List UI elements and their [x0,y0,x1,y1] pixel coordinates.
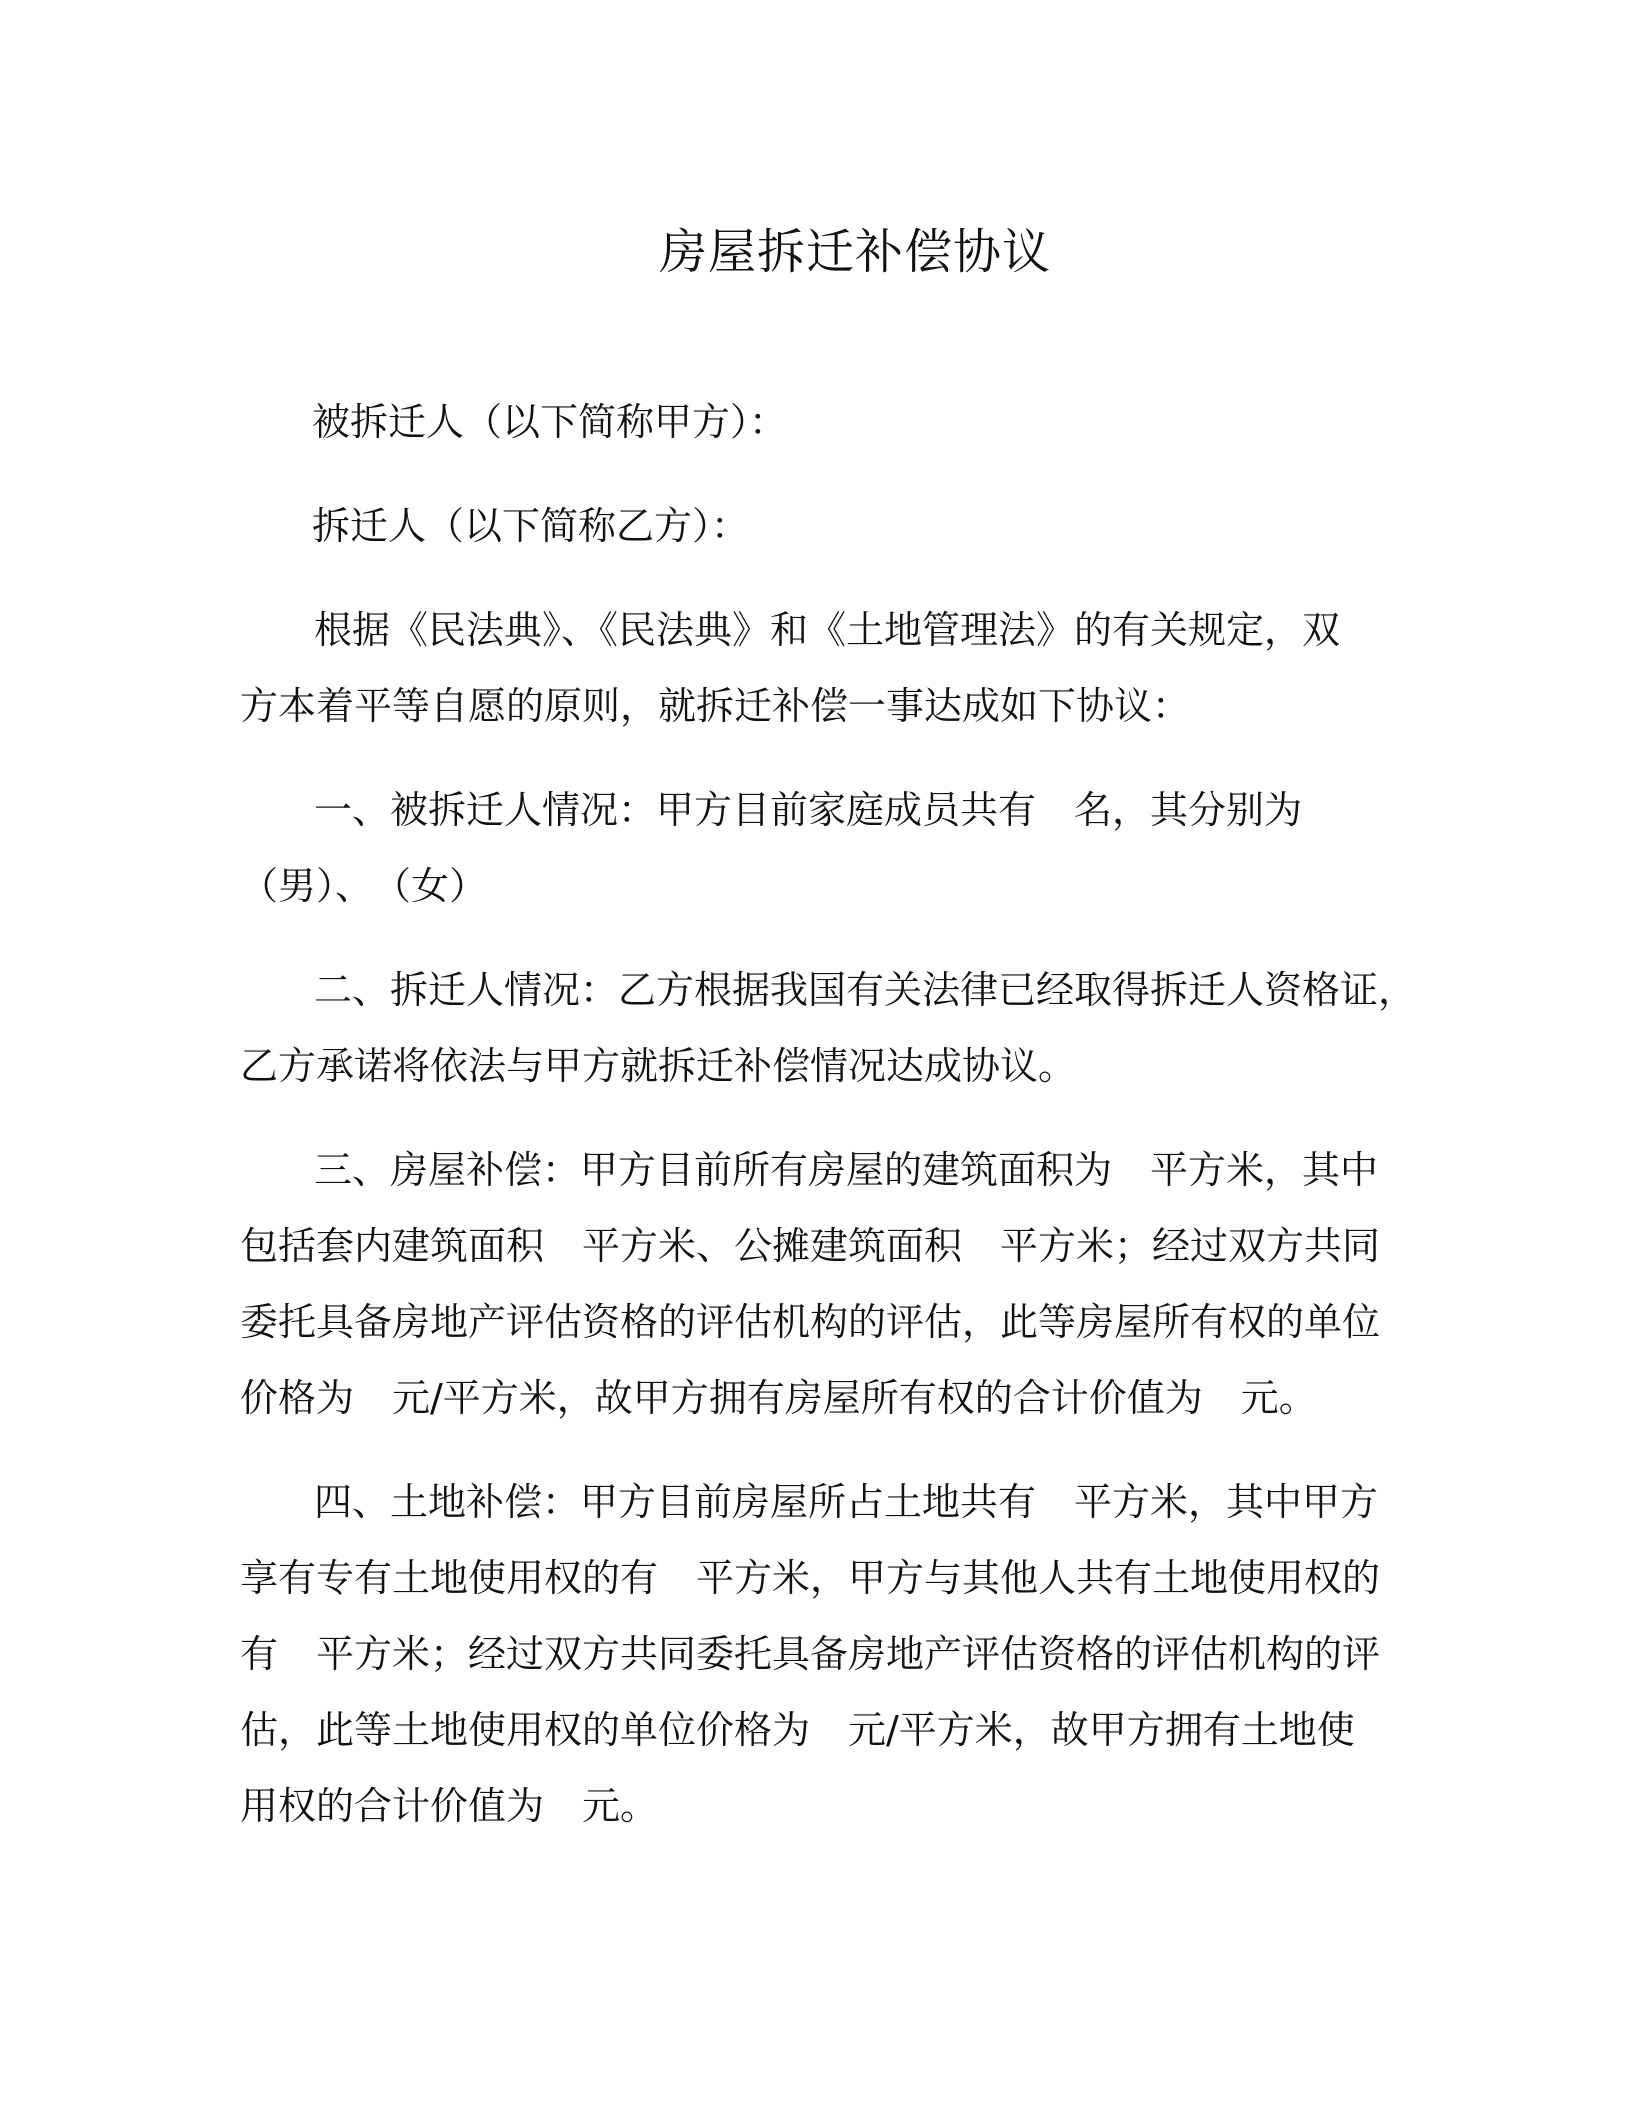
clause-1-paragraph [240,772,1380,924]
document-title: 房屋拆迁补偿协议 [658,224,1051,280]
party-a-line [312,384,1452,460]
clause-3-paragraph [240,1132,1380,1436]
party-a-text: 被拆迁人（以下简称甲方）： [312,400,788,444]
clause-1-line-1: 一、被拆迁人情况：甲方目前家庭成员共有 名，其分别为 [314,788,1303,832]
clause-2-line-1: 二、拆迁人情况：乙方根据我国有关法律已经取得拆迁人资格证， [314,968,1417,1012]
clause-3-line-4: 价格为 元/平方米，故甲方拥有房屋所有权的合计价值为 元。 [240,1376,1317,1420]
clause-1-line-2: （男）、 （女） [240,864,488,908]
party-b-text: 拆迁人（以下简称乙方）： [312,504,750,548]
preamble-line-2: 方本着平等自愿的原则，就拆迁补偿一事达成如下协议： [240,684,1191,728]
clause-3-line-1: 三、房屋补偿：甲方目前所有房屋的建筑面积为 平方米，其中 [314,1148,1379,1192]
clause-4-line-1: 四、土地补偿：甲方目前房屋所占土地共有 平方米，其中甲方 [314,1480,1379,1524]
clause-3-line-3: 委托具备房地产评估资格的评估机构的评估，此等房屋所有权的单位 [240,1300,1381,1344]
clause-4-line-3: 有 平方米；经过双方共同委托具备房地产评估资格的评估机构的评 [240,1632,1381,1676]
clause-2-paragraph [240,952,1417,1104]
clause-2-line-2: 乙方承诺将依法与甲方就拆迁补偿情况达成协议。 [240,1044,1077,1088]
clause-4-line-4: 估，此等土地使用权的单位价格为 元/平方米，故甲方拥有土地使 [240,1708,1355,1752]
clause-4-line-5: 用权的合计价值为 元。 [240,1784,659,1828]
preamble-line-1: 根据《民法典》、《民法典》和《土地管理法》的有关规定，双 [314,608,1341,652]
clause-4-paragraph [240,1464,1380,1844]
preamble-paragraph [240,592,1380,744]
party-b-line [312,488,1452,564]
clause-4-line-2: 享有专有土地使用权的有 平方米，甲方与其他人共有土地使用权的 [240,1556,1381,1600]
clause-3-line-2: 包括套内建筑面积 平方米、公摊建筑面积 平方米；经过双方共同 [240,1224,1381,1268]
